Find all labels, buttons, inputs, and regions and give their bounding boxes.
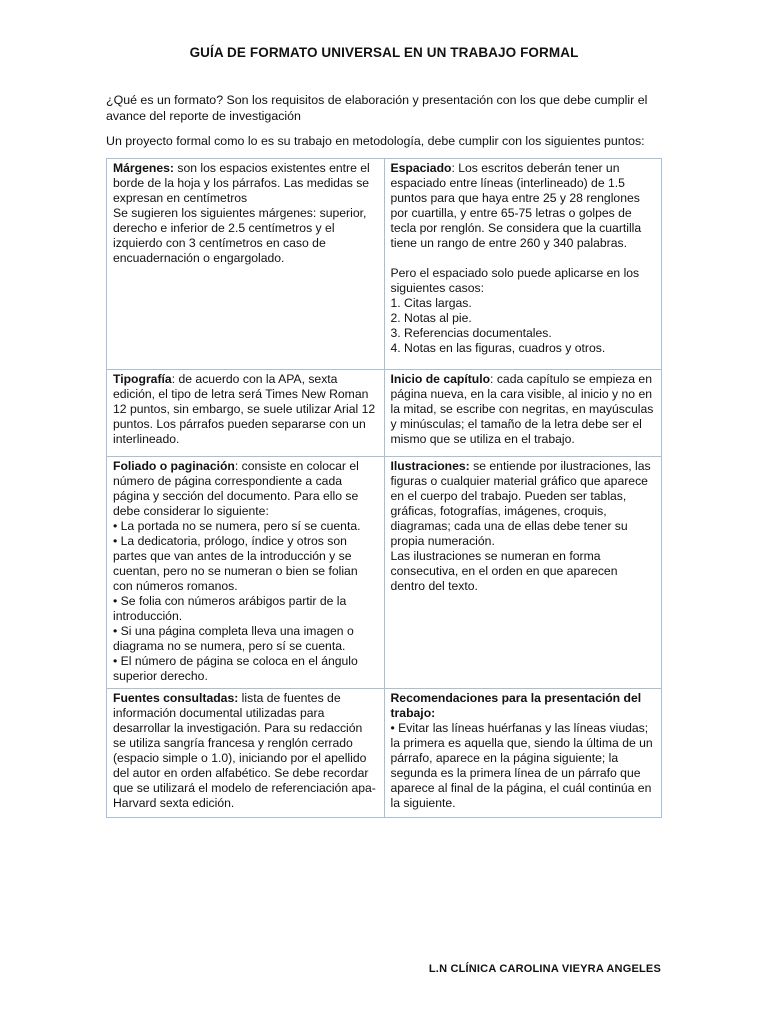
intro-paragraph: ¿Qué es un formato? Son los requisitos de elaboración y presentación con los que debe cumplir el avance del reporte de investigación xyxy=(106,93,648,123)
intro-points-paragraph: Un proyecto formal como lo es su trabajo en metodología, debe cumplir con los siguientes puntos: xyxy=(106,134,645,148)
table-row xyxy=(107,159,662,370)
cell-text: : de acuerdo con la APA, sexta edición, el tipo de letra será Times New Roman 12 puntos, sin embargo, se suele utilizar Arial 12 puntos. Los párrafos pueden separarse con un interlineado. xyxy=(113,372,376,446)
cell-ilustraciones xyxy=(384,457,662,689)
cell-title: Ilustraciones: xyxy=(390,459,470,473)
list-item: • Se folia con números arábigos partir de la introducción. xyxy=(113,594,347,623)
cell-title: Recomendaciones para la presentación del trabajo: xyxy=(390,691,642,720)
format-guide-table xyxy=(106,158,662,818)
cell-espaciado xyxy=(384,159,662,370)
list-item: 3. Referencias documentales. xyxy=(390,326,552,340)
cell-text: Las ilustraciones se numeran en forma consecutiva, en el orden en que aparecen dentro del texto. xyxy=(390,549,618,593)
page-title: GUÍA DE FORMATO UNIVERSAL EN UN TRABAJO FORMAL xyxy=(189,45,579,60)
list-item: • La dedicatoria, prólogo, índice y otros son partes que van antes de la introducción y se cuentan, pero no se numeran o bien se folian con números romanos. xyxy=(113,534,358,593)
cell-text: : consiste en colocar el número de página correspondiente a cada página y sección del documento. Para ello se debe considerar lo siguiente: xyxy=(113,459,359,518)
cell-title: Foliado o paginación xyxy=(113,459,235,473)
cell-foliado xyxy=(107,457,385,689)
cell-text: se entiende por ilustraciones, las figuras o cualquier material gráfico que aparece en el cuerpo del trabajo. Pueden ser tablas, gráficas, fotografías, imágenes, croquis, diagramas; cada una de ellas debe tener su propia numeración. xyxy=(390,459,651,548)
cell-text: Pero el espaciado solo puede aplicarse en los siguientes casos: xyxy=(390,266,640,295)
cell-title: Márgenes: xyxy=(113,161,174,175)
cell-recomendaciones xyxy=(384,689,662,818)
cell-title: Inicio de capítulo xyxy=(390,372,491,386)
list-item: • El número de página se coloca en el ángulo superior derecho. xyxy=(113,654,358,683)
cell-tipografia xyxy=(107,370,385,457)
list-item: • La portada no se numera, pero sí se cuenta. xyxy=(113,519,361,533)
list-item: 4. Notas en las figuras, cuadros y otros. xyxy=(390,341,606,355)
cell-text: lista de fuentes de información documental utilizadas para desarrollar la investigación. Para su redacción se utiliza sangría francesa y renglón cerrado (espacio simple o 1.0), iniciando por el apellido del autor en orden alfabético. Se debe recordar que se utilizará el modelo de referenciación apa-Harvard sexta edición. xyxy=(113,691,376,810)
cell-title: Espaciado xyxy=(390,161,452,175)
cell-text: : Los escritos deberán tener un espaciado entre líneas (interlineado) de 1.5 puntos para que haya entre 25 y 28 renglones por cuartilla, y entre 65-75 letras o golpes de tecla por renglón. Se considera que la cuartilla tiene un rango de entre 260 y 340 palabras. xyxy=(390,161,642,250)
list-item: 1. Citas largas. xyxy=(390,296,472,310)
table-row xyxy=(107,457,662,689)
list-item: 2. Notas al pie. xyxy=(390,311,472,325)
table-row xyxy=(107,689,662,818)
cell-margenes xyxy=(107,159,385,370)
cell-text: : cada capítulo se empieza en página nueva, en la cara visible, al inicio y no en la mitad, se escribe con negritas, en mayúsculas y minúsculas; el tamaño de la letra debe ser el mismo que se utiliza en el trabajo. xyxy=(390,372,654,446)
cell-text: Se sugieren los siguientes márgenes: superior, derecho e inferior de 2.5 centímetros y el izquierdo con 3 centímetros en caso de encuadernación o engargolado. xyxy=(113,206,367,265)
list-item: • Si una página completa lleva una imagen o diagrama no se numera, pero sí se cuenta. xyxy=(113,624,354,653)
cell-fuentes-consultadas xyxy=(107,689,385,818)
cell-inicio-capitulo xyxy=(384,370,662,457)
cell-title: Tipografía xyxy=(113,372,172,386)
cell-title: Fuentes consultadas: xyxy=(113,691,239,705)
author-footer: L.N CLÍNICA CAROLINA VIEYRA ANGELES xyxy=(428,963,661,975)
cell-text: • Evitar las líneas huérfanas y las líneas viudas; la primera es aquella que, siendo la última de un párrafo, aparece en la página siguiente; la segunda es la primera línea de un párrafo que aparece al final de la página, el cuál continúa en la siguiente. xyxy=(390,721,653,810)
cell-text: son los espacios existentes entre el borde de la hoja y los párrafos. Las medidas se expresan en centímetros xyxy=(113,161,370,205)
table-row xyxy=(107,370,662,457)
